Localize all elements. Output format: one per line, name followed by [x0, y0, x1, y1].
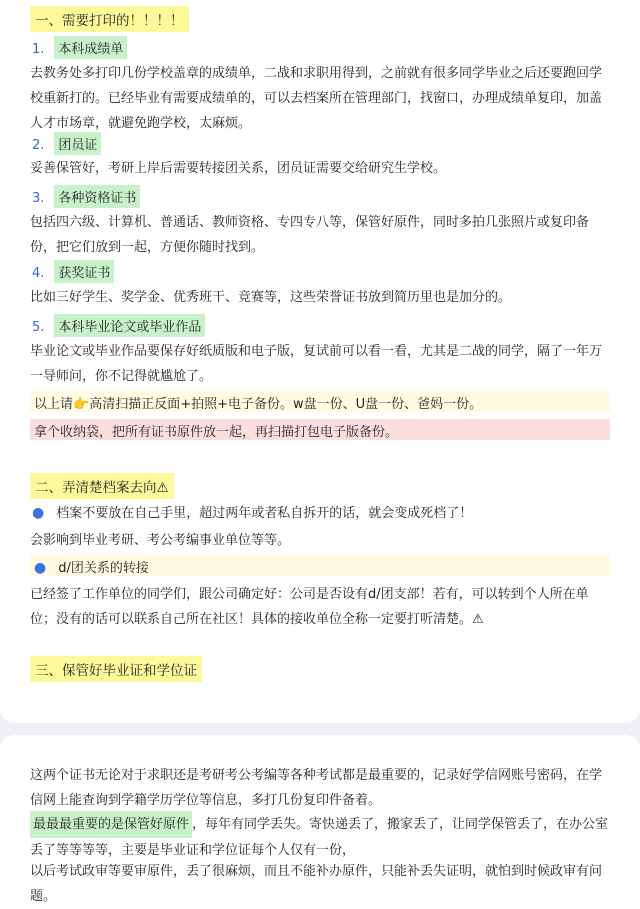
- bullet-dot-icon: ●: [32, 505, 45, 521]
- section1-title: 一、需要打印的！！！！: [30, 6, 189, 32]
- certificates-paragraph-3: 以后考试政审等要审原件，丢了很麻烦，而且不能补办原件，只能补丢失证明，就怕到时候政审有问 题。: [30, 864, 603, 904]
- item-2-text: 妥善保管好，考研上岸后需要转接团关系，团员证需要交给研究生学校。: [30, 161, 447, 176]
- bullet-archive: ● 档案不要放在自己手里，超过两年或者私自拆开的话，就会变成死档了！: [32, 505, 473, 521]
- content-card-2: [0, 735, 640, 909]
- section3-title: 三、保管好毕业证和学位证: [30, 656, 202, 682]
- bullet-party-transfer: ● d/团关系的转接: [30, 555, 610, 576]
- backup-note: 以上请👉高清扫描正反面+拍照+电子备份。w盘一份、U盘一份、爸妈一份。: [30, 391, 610, 412]
- item-4-heading: 4. 获奖证书: [32, 260, 114, 283]
- item-1-heading: 1. 本科成绩单: [32, 36, 127, 59]
- item-5-text: 毕业论文或毕业作品要保存好纸质版和电子版，复试前可以看一看，尤其是二战的同学，隔了一年万 一导师问，你不记得就尴尬了。: [30, 344, 603, 384]
- party-transfer-text: 已经签了工作单位的同学们，跟公司确定好：公司是否设有d/团支部！若有，可以转到个人所在单 位；没有的话可以联系自己所在社区！具体的接收单位全称一定要打听清楚。⚠: [30, 587, 589, 627]
- item-1-text: 去教务处多打印几份学校盖章的成绩单，二战和求职用得到，之前就有很多同学毕业之后还要跑回学 校重新打的。已经毕业有需要成绩单的，可以去档案所在管理部门，找窗口，办理成绩单复印，加盖 人才市场章，就避免跑学校，太麻烦。: [30, 66, 603, 131]
- item-3-heading: 3. 各种资格证书: [32, 185, 140, 208]
- item-5-heading: 5. 本科毕业论文或毕业作品: [32, 314, 205, 337]
- item-4-text: 比如三好学生、奖学金、优秀班干、竞赛等，这些荣誉证书放到简历里也是加分的。: [30, 290, 512, 305]
- bullet-dot-icon: ●: [34, 560, 47, 576]
- certificates-paragraph-2: 最最最重要的是保管好原件 ，每年有同学丢失。寄快递丢了，搬家丢了，让同学保管丢了，在办公室 丢了等等等等，主要是毕业证和学位证每个人仅有一份，: [30, 811, 608, 863]
- item-3-text: 包括四六级、计算机、普通话、教师资格、专四专八等，保管好原件，同时多拍几张照片或复印备 份，把它们放到一起，方便你随时找到。: [30, 215, 590, 255]
- section2-title: 二、弄清楚档案去向⚠: [30, 473, 174, 499]
- pointing-hand-icon: 👉: [73, 397, 90, 412]
- bullet-archive-followup: 会影响到毕业考研、考公考编事业单位等等。: [30, 533, 291, 548]
- item-2-heading: 2. 团员证: [32, 132, 101, 155]
- storage-bag-note: 拿个收纳袋，把所有证书原件放一起，再扫描打包电子版备份。: [30, 419, 610, 440]
- certificates-paragraph-1: 这两个证书无论对于求职还是考研考公考编等各种考试都是最重要的，记录好学信网账号密码，在学 信网上能查询到学籍学历学位等信息，多打几份复印件备着。: [30, 768, 603, 808]
